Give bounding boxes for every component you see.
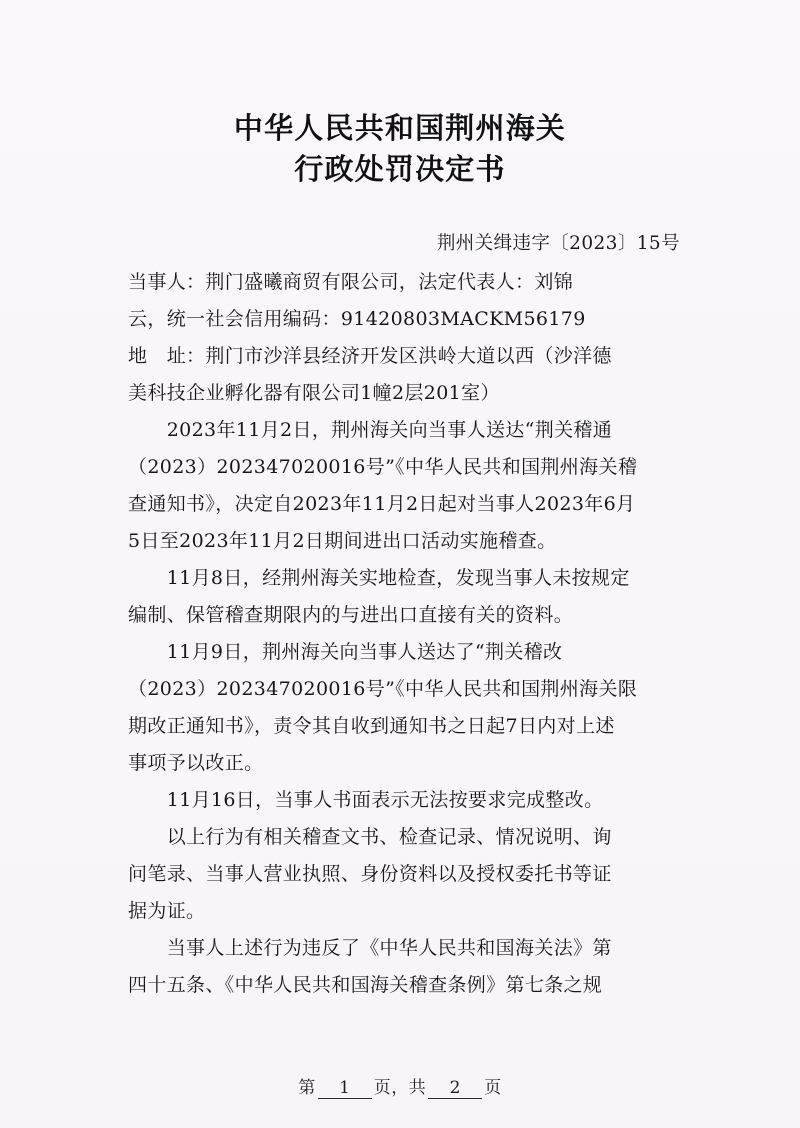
- paragraph-audit-notice-line-4: 5日至2023年11月2日期间进出口活动实施稽查。: [128, 530, 557, 552]
- page-footer: [0, 1075, 800, 1101]
- title-line-1: 中华人民共和国荆州海关: [233, 111, 567, 145]
- paragraph-site-inspection-line-2: 编制、保管稽查期限内的与进出口直接有关的资料。: [128, 604, 574, 626]
- address-line-2: 美科技企业孵化器有限公司1幢2层201室）: [128, 382, 500, 404]
- document-number: 荆州关缉违字〔2023〕15号: [436, 233, 680, 254]
- footer-current-page: 1: [318, 1078, 372, 1099]
- footer-suffix: 页: [484, 1078, 502, 1098]
- paragraph-rectification-notice-line-3: 期改正通知书》，责令其自收到通知书之日起7日内对上述: [128, 715, 615, 737]
- paragraph-audit-notice-line-2: （2023）202347020016号”《中华人民共和国荆州海关稽: [128, 456, 638, 478]
- party-line-1: 当事人：荆门盛曦商贸有限公司，法定代表人：刘锦: [128, 271, 574, 293]
- address-line-1: 地 址：荆门市沙洋县经济开发区洪岭大道以西（沙洋德: [128, 345, 612, 367]
- paragraph-legal-basis-line-2: 四十五条、《中华人民共和国海关稽查条例》第七条之规: [128, 974, 603, 996]
- paragraph-legal-basis-line-1: 当事人上述行为违反了《中华人民共和国海关法》第: [128, 937, 612, 959]
- paragraph-audit-notice-line-3: 查通知书》，决定自2023年11月2日起对当事人2023年6月: [128, 493, 636, 515]
- paragraph-rectification-notice-line-4: 事项予以改正。: [128, 752, 264, 774]
- paragraph-evidence-line-1: 以上行为有相关稽查文书、检查记录、情况说明、询: [128, 826, 612, 848]
- paragraph-evidence-line-2: 问笔录、当事人营业执照、身份资料以及授权委托书等证: [128, 863, 612, 885]
- footer-prefix: 第: [298, 1078, 316, 1098]
- party-line-2: 云，统一社会信用编码：91420803MACKM56179: [128, 308, 586, 330]
- paragraph-site-inspection-line-1: 11月8日，经荆州海关实地检查，发现当事人未按规定: [128, 567, 630, 589]
- paragraph-rectification-notice-line-1: 11月9日，荆州海关向当事人送达了“荆关稽改: [128, 641, 563, 663]
- page-title: [0, 108, 800, 190]
- paragraph-audit-notice-line-1: 2023年11月2日，荆州海关向当事人送达“荆关稽通: [128, 419, 613, 441]
- paragraph-written-reply-line-1: 11月16日，当事人书面表示无法按要求完成整改。: [128, 789, 604, 811]
- footer-total-pages: 2: [428, 1078, 482, 1099]
- title-line-2: 行政处罚决定书: [294, 152, 506, 186]
- footer-middle: 页，共: [373, 1078, 427, 1098]
- paragraph-rectification-notice-line-2: （2023）202347020016号”《中华人民共和国荆州海关限: [128, 678, 638, 700]
- paragraph-evidence-line-3: 据为证。: [128, 900, 206, 922]
- document-body: [128, 264, 682, 1004]
